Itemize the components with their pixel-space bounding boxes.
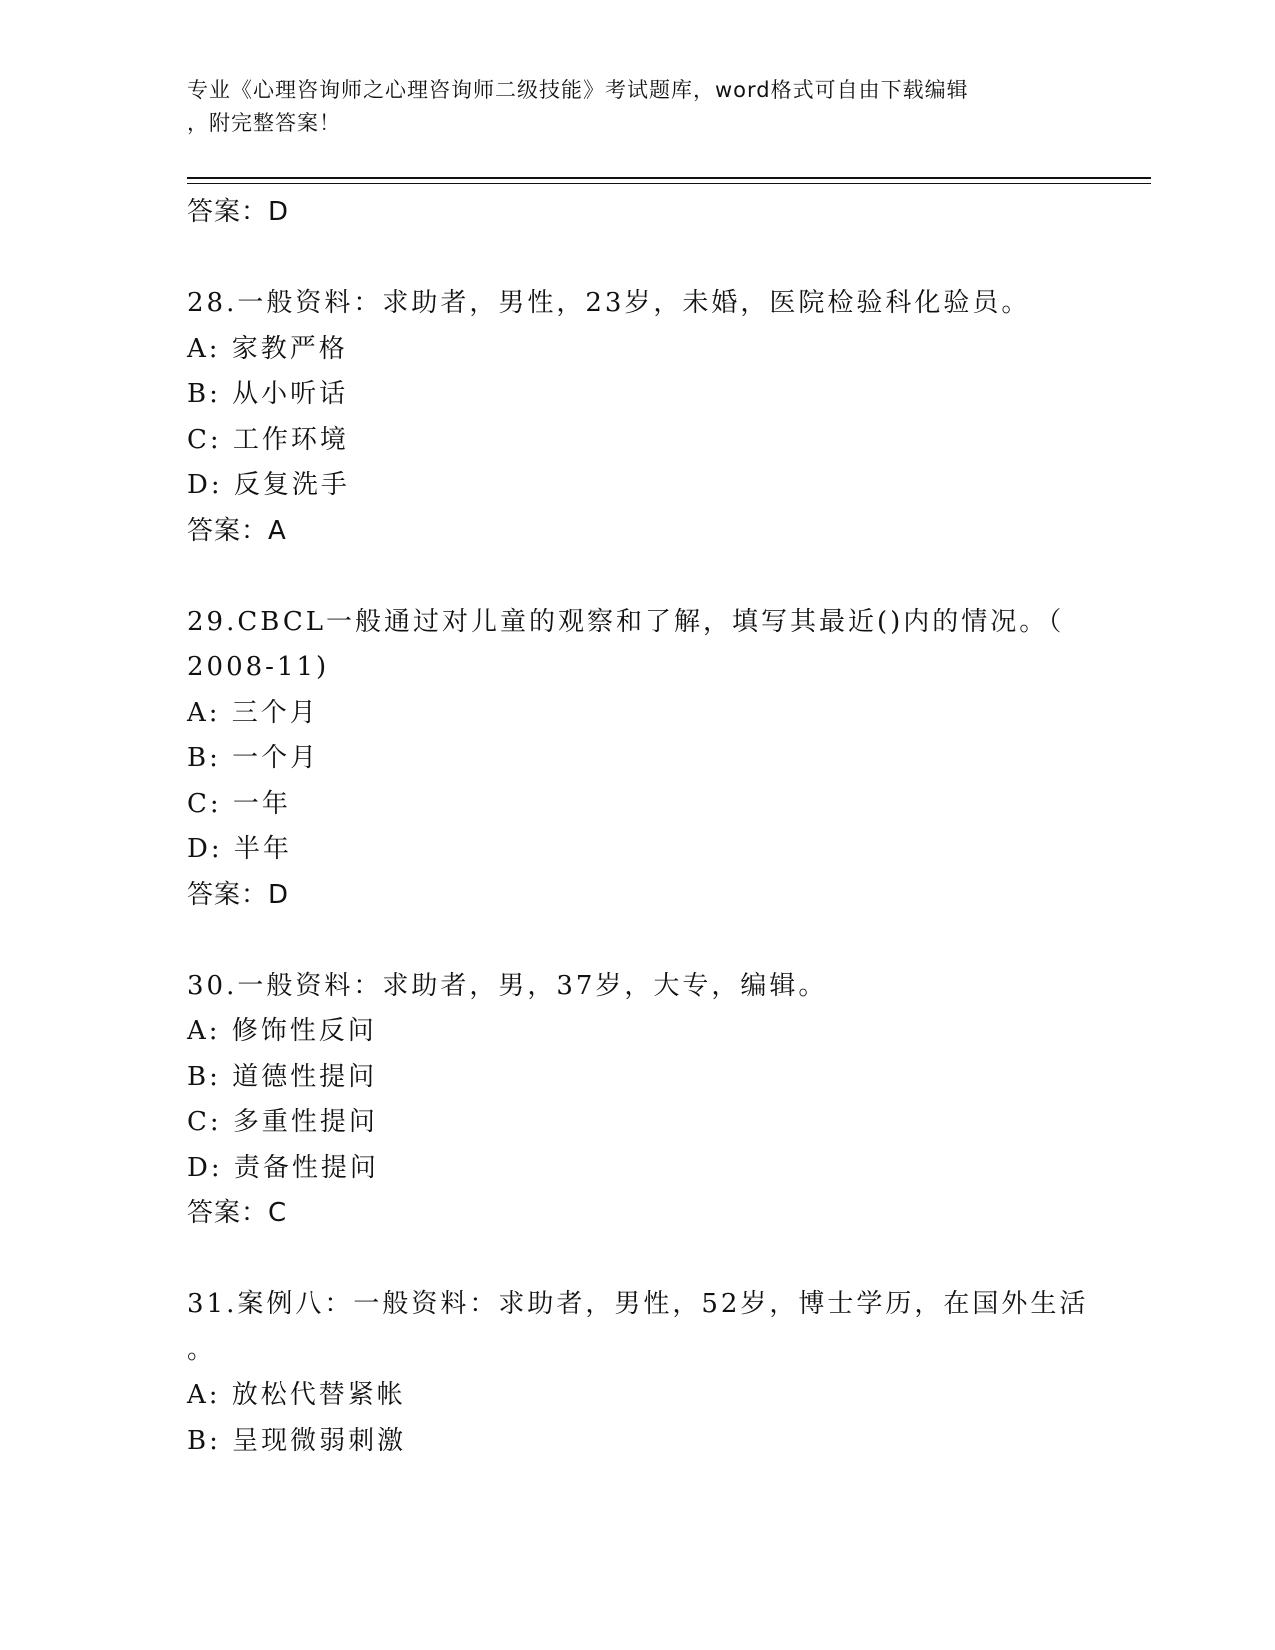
answer-line: 答案：A — [187, 515, 287, 546]
option-c: C: 一年 — [187, 788, 291, 819]
spacer — [187, 1237, 1087, 1283]
option-b: B: 一个月 — [187, 743, 320, 773]
header-line-2: ，附完整答案！ — [187, 111, 341, 135]
question-block — [187, 964, 1087, 1237]
option-d: D: 责备性提问 — [187, 1152, 379, 1183]
question-stem: 29.CBCL一般通过对儿童的观察和了解，填写其最近()内的情况。（ — [187, 606, 1065, 637]
option-c: C: 多重性提问 — [187, 1107, 378, 1137]
header-divider-thin — [187, 183, 1151, 184]
option-b: B: 从小听话 — [187, 379, 349, 409]
question-stem: 31.案例八：一般资料：求助者，男性，52岁，博士学历，在国外生活 — [187, 1289, 1089, 1319]
question-stem: 28.一般资料：求助者，男性，23岁，未婚，医院检验科化验员。 — [187, 288, 1031, 318]
question-list — [187, 190, 1087, 1464]
spacer — [187, 236, 1087, 282]
answer-line: 答案：D — [187, 879, 290, 910]
option-a: A: 修饰性反问 — [187, 1016, 377, 1046]
header-divider-thick — [187, 177, 1151, 179]
answer-line: 答案：C — [187, 1198, 288, 1228]
question-stem: 30.一般资料：求助者，男，37岁，大专，编辑。 — [187, 970, 828, 1001]
option-b: B: 呈现微弱刺激 — [187, 1425, 407, 1456]
question-block — [187, 281, 1087, 554]
option-d: D: 半年 — [187, 834, 292, 864]
spacer — [187, 554, 1087, 600]
option-b: B: 道德性提问 — [187, 1061, 378, 1092]
question-stem-continued: 。 — [187, 1334, 217, 1365]
question-block — [187, 1282, 1087, 1464]
question-block — [187, 600, 1087, 919]
question-stem-continued: 2008-11) — [187, 652, 330, 682]
spacer — [187, 918, 1087, 964]
option-d: D: 反复洗手 — [187, 470, 350, 500]
option-a: A: 家教严格 — [187, 333, 348, 364]
header-line-1: 专业《心理咨询师之心理咨询师二级技能》考试题库，word格式可自由下载编辑 — [187, 78, 969, 102]
document-header — [187, 74, 1067, 140]
option-a: A: 三个月 — [187, 697, 319, 728]
option-a: A: 放松代替紧帐 — [187, 1380, 406, 1410]
option-c: C: 工作环境 — [187, 424, 349, 455]
previous-answer: 答案：D — [187, 197, 290, 227]
